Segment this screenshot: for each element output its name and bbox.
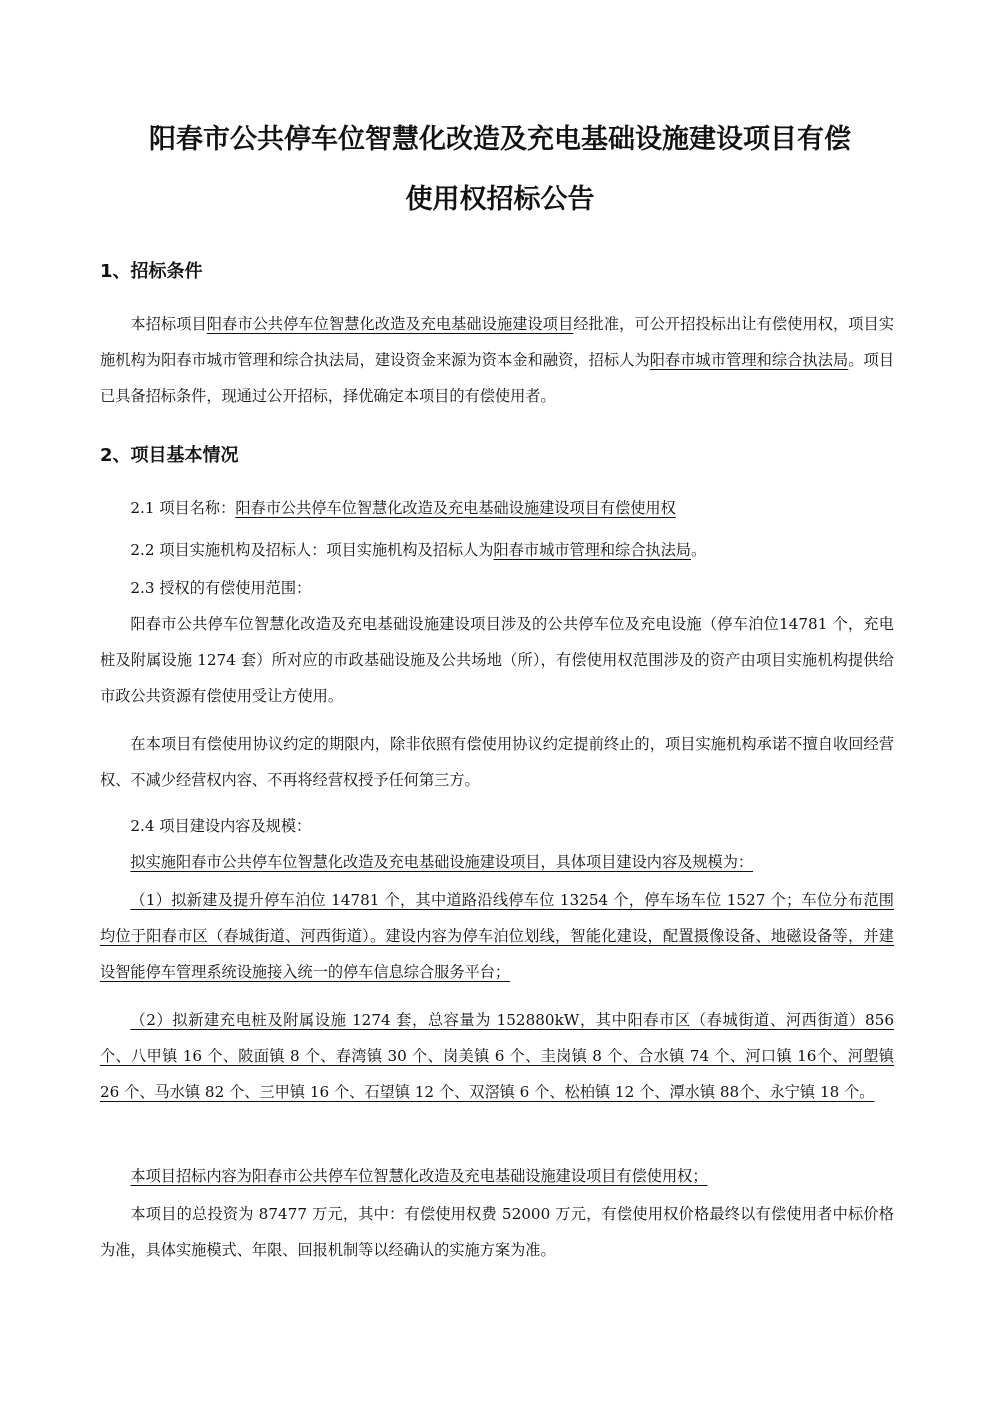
document-title-line2: 使用权招标公告	[405, 184, 595, 215]
item-2-4-charging: （2）拟新建充电桩及附属设施 1274 套，总容量为 152880kW，其中阳春市区（春城街道、河西街道）856 个、八甲镇 16 个、陂面镇 8 个、春湾镇 30 个、岗美镇 6 个、圭岗镇 8 个、合水镇 74 个、河口镇 16个、河塱镇 26 个、马水镇 82 个、三甲镇 16 个、石望镇 12 个、双滘镇 6 个、松柏镇 12 个、潭水镇 88个、永宁镇 18 个。	[100, 1011, 894, 1101]
section1-text-3: 。项目已具备招标条件，现通过公开招标，择优确定本项目的有偿使用者。	[100, 351, 895, 405]
item-2-2-value: 阳春市城市管理和综合执法局	[493, 541, 691, 559]
item-2-1-label: 2.1 项目名称：	[130, 499, 236, 517]
document-title-line1: 阳春市公共停车位智慧化改造及充电基础设施建设项目有偿	[149, 124, 851, 155]
section1-tenderer: 阳春市城市管理和综合执法局	[649, 351, 849, 369]
item-2-4-investment: 本项目的总投资为 87477 万元，其中：有偿使用权费 52000 万元，有偿使用权价格最终以有偿使用者中标价格为准，具体实施模式、年限、回报机制等以经确认的实施方案为准。	[100, 1205, 894, 1259]
section1-text-2: 经批准，可公开招投标出让有偿使用权，项目实施机构为阳春市城市管理和综合执法局，建设资金来源为资本金和融资，招标人为	[100, 315, 895, 369]
item-2-3-paragraph-b: 在本项目有偿使用协议约定的期限内，除非依照有偿使用协议约定提前终止的，项目实施机构承诺不擅自收回经营权、不减少经营权内容、不再将经营权授予任何第三方。	[100, 735, 894, 789]
item-2-2	[100, 532, 894, 568]
item-2-1	[100, 490, 894, 526]
item-2-1-value: 阳春市公共停车位智慧化改造及充电基础设施建设项目有偿使用权	[235, 499, 676, 517]
item-2-4-bid-content: 本项目招标内容为阳春市公共停车位智慧化改造及充电基础设施建设项目有偿使用权；	[130, 1167, 708, 1185]
item-2-4-parking: （1）拟新建及提升停车泊位 14781 个，其中道路沿线停车位 13254 个，停车场车位 1527 个；车位分布范围均位于阳春市区（春城街道、河西街道）。建设内容为停车泊位划线，智能化建设，配置摄像设备、地磁设备等，并建设智能停车管理系统设施接入统一的停车信息综合服务平台；	[100, 891, 894, 981]
section1-text-1: 本招标项目	[130, 315, 207, 333]
section1-heading: 1、招标条件	[100, 261, 203, 282]
section2-heading: 2、项目基本情况	[100, 445, 239, 466]
section1-paragraph	[100, 306, 894, 414]
section1-project-name: 阳春市公共停车位智慧化改造及充电基础设施建设项目	[206, 315, 574, 333]
item-2-4: 2.4 项目建设内容及规模：	[130, 817, 312, 835]
item-2-3: 2.3 授权的有偿使用范围：	[130, 579, 312, 597]
item-2-3-paragraph-a: 阳春市公共停车位智慧化改造及充电基础设施建设项目涉及的公共停车位及充电设施（停车泊位14781 个，充电桩及附属设施 1274 套）所对应的市政基础设施及公共场地（所），有偿使用权范围涉及的资产由项目实施机构提供给市政公共资源有偿使用受让方使用。	[100, 615, 894, 705]
item-2-2-label: 2.2 项目实施机构及招标人：项目实施机构及招标人为	[130, 541, 494, 559]
item-2-4-paragraph-a: 拟实施阳春市公共停车位智慧化改造及充电基础设施建设项目，具体项目建设内容及规模为：	[130, 853, 754, 871]
item-2-2-tail: 。	[690, 541, 707, 559]
